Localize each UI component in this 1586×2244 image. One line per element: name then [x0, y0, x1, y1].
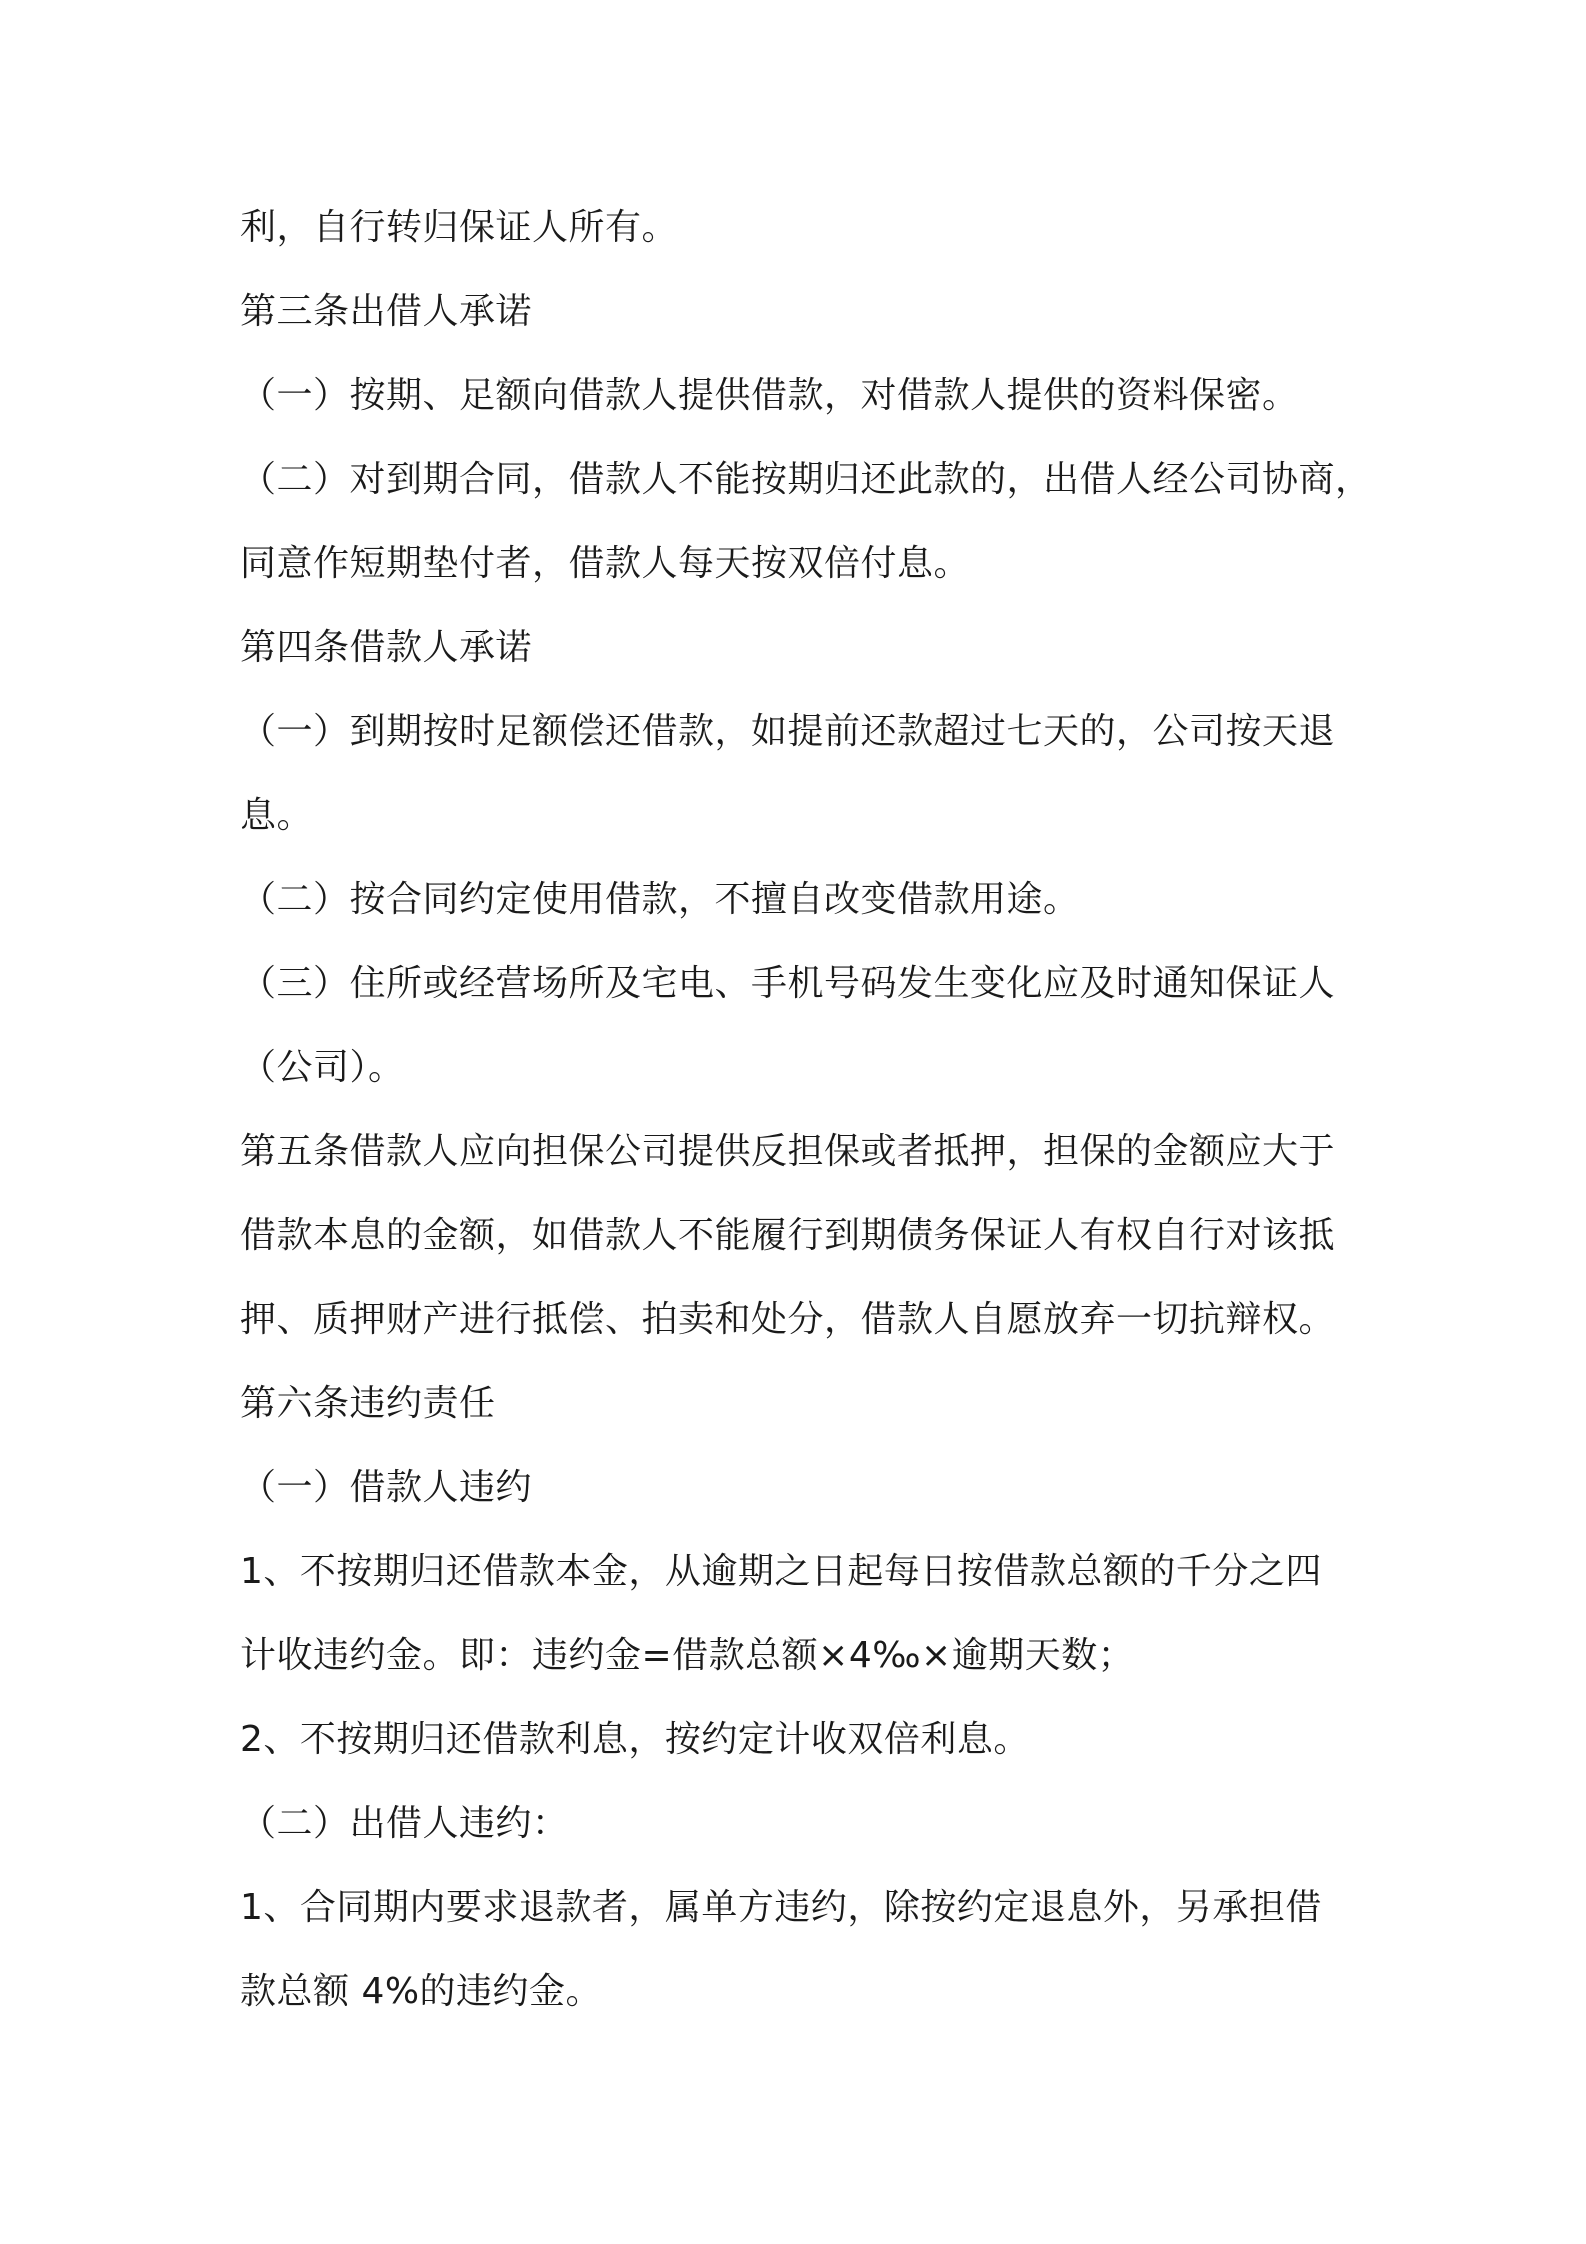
text-line: （二）对到期合同，借款人不能按期归还此款的，出借人经公司协商， — [240, 459, 1372, 500]
article-heading: 第四条借款人承诺 — [240, 627, 533, 668]
text-line: 计收违约金。即：违约金=借款总额×4‰×逾期天数； — [240, 1635, 1135, 1676]
text-line: 借款本息的金额，如借款人不能履行到期债务保证人有权自行对该抵 — [240, 1215, 1336, 1256]
text-line: （公司）。 — [240, 1047, 405, 1088]
text-line: 息。 — [240, 795, 314, 836]
text-line: 1、合同期内要求退款者，属单方违约，除按约定退息外，另承担借 — [240, 1887, 1322, 1928]
text-line: 第五条借款人应向担保公司提供反担保或者抵押，担保的金额应大于 — [240, 1131, 1336, 1172]
text-line: 押、质押财产进行抵偿、拍卖和处分，借款人自愿放弃一切抗辩权。 — [240, 1299, 1336, 1340]
text-line: 2、不按期归还借款利息，按约定计收双倍利息。 — [240, 1719, 1030, 1760]
article-heading: 第六条违约责任 — [240, 1383, 496, 1424]
text-line: （二）出借人违约： — [240, 1803, 569, 1844]
text-line: 款总额 4%的违约金。 — [240, 1971, 603, 2012]
text-line: （一）到期按时足额偿还借款，如提前还款超过七天的，公司按天退 — [240, 711, 1336, 752]
text-line: （一）按期、足额向借款人提供借款，对借款人提供的资料保密。 — [240, 375, 1299, 416]
text-line: （一）借款人违约 — [240, 1467, 533, 1508]
article-heading: 第三条出借人承诺 — [240, 291, 533, 332]
text-line: （三）住所或经营场所及宅电、手机号码发生变化应及时通知保证人 — [240, 963, 1336, 1004]
text-line: （二）按合同约定使用借款，不擅自改变借款用途。 — [240, 879, 1080, 920]
text-line: 同意作短期垫付者，借款人每天按双倍付息。 — [240, 543, 971, 584]
text-line: 1、不按期归还借款本金，从逾期之日起每日按借款总额的千分之四 — [240, 1551, 1322, 1592]
text-line: 利，自行转归保证人所有。 — [240, 207, 679, 248]
